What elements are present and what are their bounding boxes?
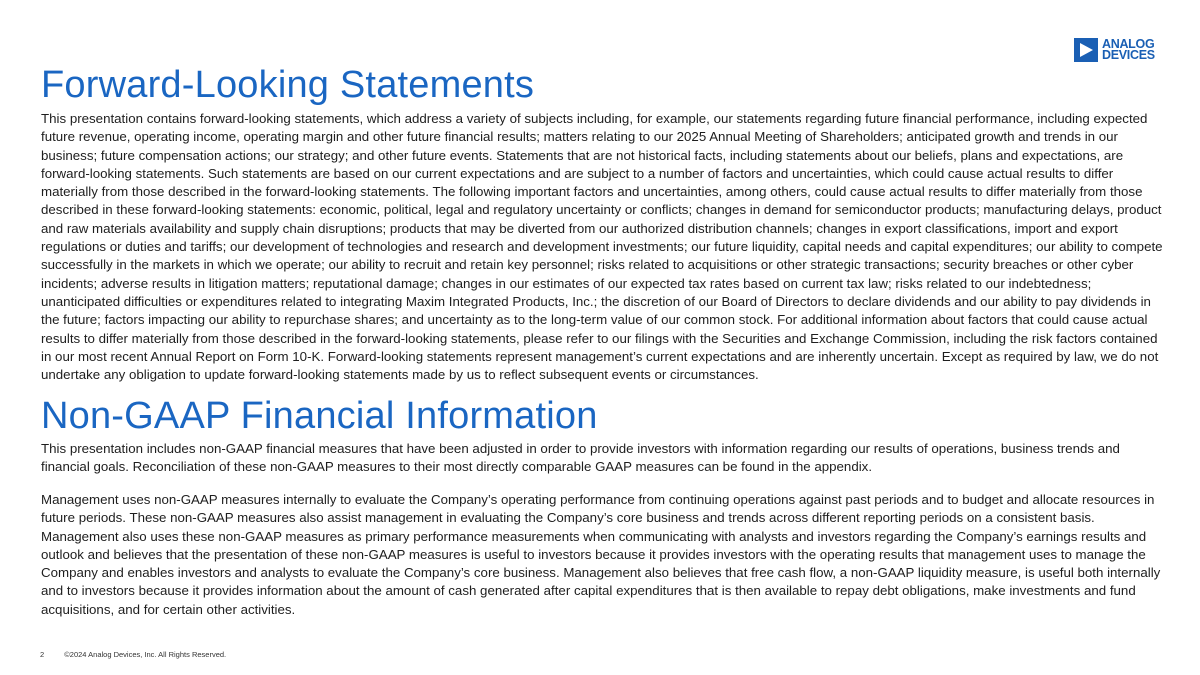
non-gaap-paragraph-2: Management uses non-GAAP measures internally to evaluate the Company’s operating performance from continuing operations against past periods and to budget and allocate resources in future periods. These non-GAAP measures also assist management in evaluating the Company’s core business and trends across different reporting periods on a consistent basis. Management also uses these non-GAAP measures as primary performance measurements when communicating with analysts and investors regarding the Company’s earnings results and outlook and believes that the presentation of these non-GAAP measures is useful to investors because it provides investors with the operating results that management uses to manage the Company and enables investors and analysts to evaluate the Company’s core business. Management also believes that free cash flow, a non-GAAP liquidity measure, is useful both internally and to investors because it provides information about the amount of cash generated after capital expenditures that is then available to repay debt obligations, make investments and fund acquisitions, and for certain other activities. <box>41 492 1161 617</box>
logo-line1: ANALOG <box>1102 37 1155 51</box>
logo-line2: DEVICES <box>1102 48 1155 62</box>
page-number: 2 <box>40 650 45 659</box>
copyright: ©2024 Analog Devices, Inc. All Rights Reserved. <box>64 650 227 659</box>
footer <box>40 650 226 659</box>
company-logo <box>1074 38 1155 62</box>
logo-wordmark <box>1102 39 1155 61</box>
non-gaap-title: Non-GAAP Financial Information <box>41 395 598 437</box>
forward-looking-paragraph: This presentation contains forward-looking statements, which address a variety of subjects including, for example, our statements regarding future financial performance, including expected future revenue, operating income, operating margin and other future financial results; matters relating to our 2025 Annual Meeting of Shareholders; anticipated growth and trends in our business; future compensation actions; our strategy; and other future events. Statements that are not historical facts, including statements about our beliefs, plans and expectations, are forward-looking statements. Such statements are based on our current expectations and are subject to a number of factors and uncertainties, which could cause actual results to differ materially from those described in the forward-looking statements. The following important factors and uncertainties, among others, could cause actual results to differ materially from those described in these forward-looking statements: economic, political, legal and regulatory uncertainty or conflicts; changes in demand for semiconductor products; manufacturing delays, product and raw materials availability and supply chain disruptions; products that may be diverted from our authorized distribution channels; changes in export classifications, import and export regulations or duties and tariffs; our development of technologies and research and development investments; our future liquidity, capital needs and capital expenditures; our ability to compete successfully in the markets in which we operate; our ability to recruit and retain key personnel; risks related to acquisitions or other strategic transactions; security breaches or other cyber incidents; adverse results in litigation matters; reputational damage; changes in our estimates of our expected tax rates based on current tax law; risks related to our indebtedness; unanticipated difficulties or expenditures related to integrating Maxim Integrated Products, Inc.; the discretion of our Board of Directors to declare dividends and our ability to pay dividends in the future; factors impacting our ability to repurchase shares; and uncertainty as to the long-term value of our common stock. For additional information about factors that could cause actual results to differ materially from those described in the forward-looking statements, please refer to our filings with the Securities and Exchange Commission, including the risk factors contained in our most recent Annual Report on Form 10-K. Forward-looking statements represent management’s current expectations and are inherently uncertain. Except as required by law, we do not undertake any obligation to update forward-looking statements made by us to reflect subsequent events or circumstances. <box>41 111 1163 383</box>
logo-triangle-icon <box>1074 38 1098 62</box>
forward-looking-title: Forward-Looking Statements <box>41 64 535 106</box>
non-gaap-paragraph-1: This presentation includes non-GAAP financial measures that have been adjusted in order to provide investors with information regarding our results of operations, business trends and financial goals. Reconciliation of these non-GAAP measures to their most directly comparable GAAP measures can be found in the appendix. <box>41 441 1120 475</box>
